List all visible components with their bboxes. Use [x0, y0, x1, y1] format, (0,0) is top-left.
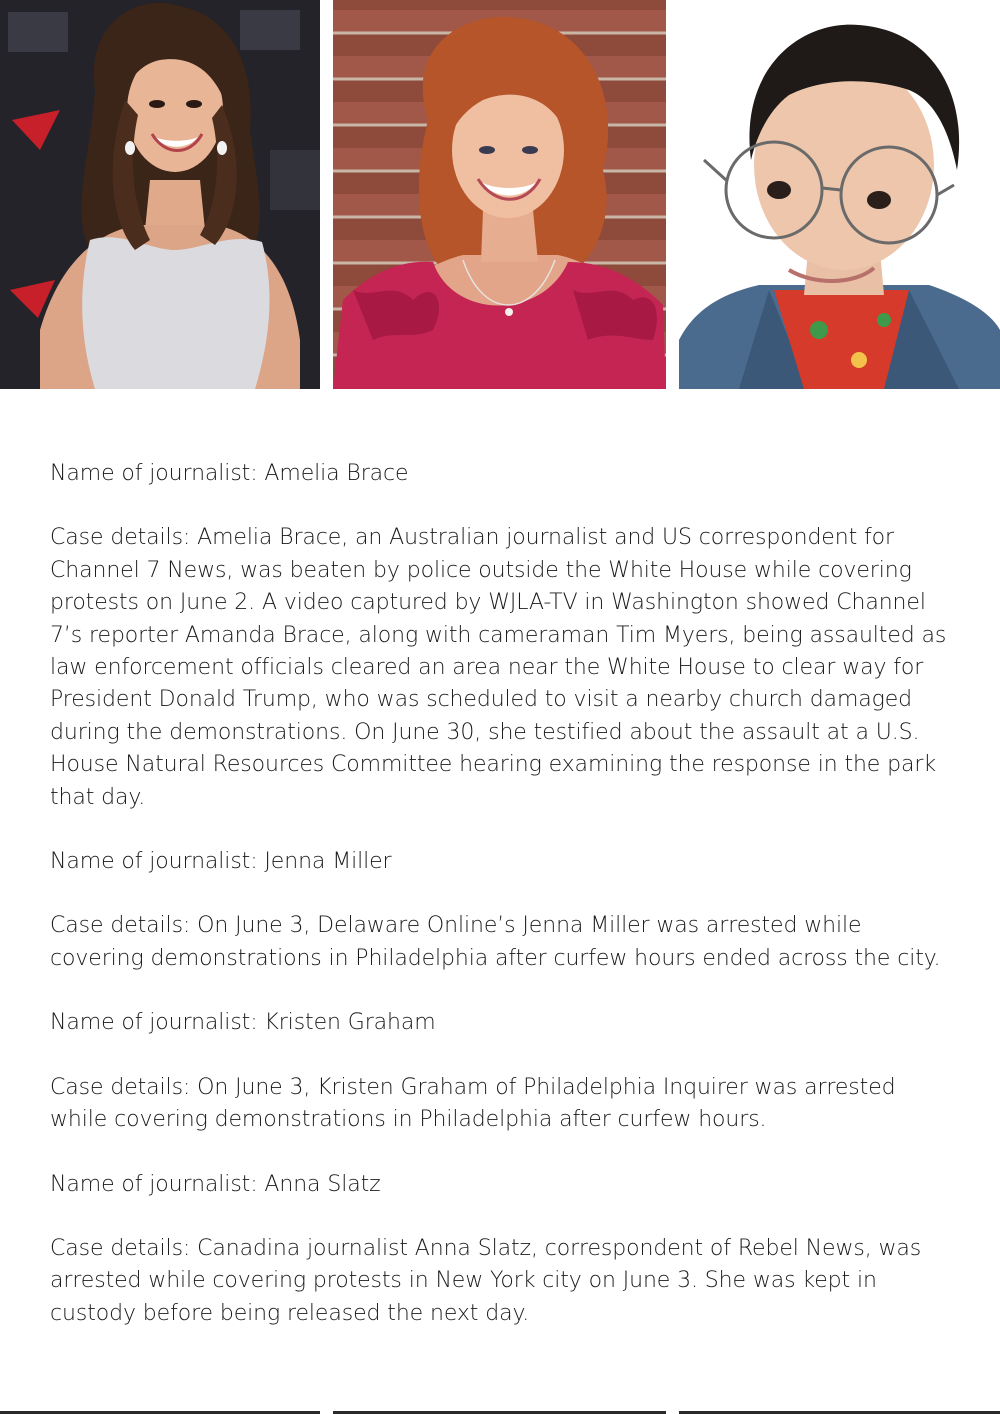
case-details-3: Case details: On June 3, Kristen Graham of Philadelphia Inquirer was arrested while covering demonstrations in Philadelphia after curfew hours. — [50, 1074, 896, 1133]
case-details-4: Case details: Canadina journalist Anna Slatz, correspondent of Rebel News, was arrested while covering protests in New York city on June 3. She was kept in custody before being released the next day. — [50, 1235, 922, 1326]
journalist-name-1: Name of journalist: Amelia Brace — [50, 461, 409, 486]
photo-amelia-brace — [0, 0, 320, 389]
case-details-1: Case details: Amelia Brace, an Australian journalist and US correspondent for Channel 7 News, was beaten by police outside the White House while covering protests on June 2. A video captured by WJLA-TV in Washington showed Channel 7’s reporter Amanda Brace, along with cameraman Tim Myers, being assaulted as law enforcement officials cleared an area near the White House to clear way for President Donald Trump, who was scheduled to visit a nearby church damaged during the demonstrations. On June 30, she testified about the assault at a U.S. House Natural Resources Committee hearing examining the response in the park that day. — [50, 525, 947, 810]
photo-anna-slatz — [679, 0, 1000, 389]
case-list — [50, 458, 950, 1362]
photo-strip — [0, 0, 1000, 389]
journalist-name-3: Name of journalist: Kristen Graham — [50, 1010, 436, 1036]
journalist-name-2: Name of journalist: Jenna Miller — [50, 849, 392, 875]
journalist-name-4: Name of journalist: Anna Slatz — [50, 1171, 381, 1197]
photo-jenna-miller — [333, 0, 666, 389]
case-details-2: Case details: On June 3, Delaware Online’s Jenna Miller was arrested while covering demonstrations in Philadelphia after curfew hours ended across the city. — [50, 913, 941, 971]
